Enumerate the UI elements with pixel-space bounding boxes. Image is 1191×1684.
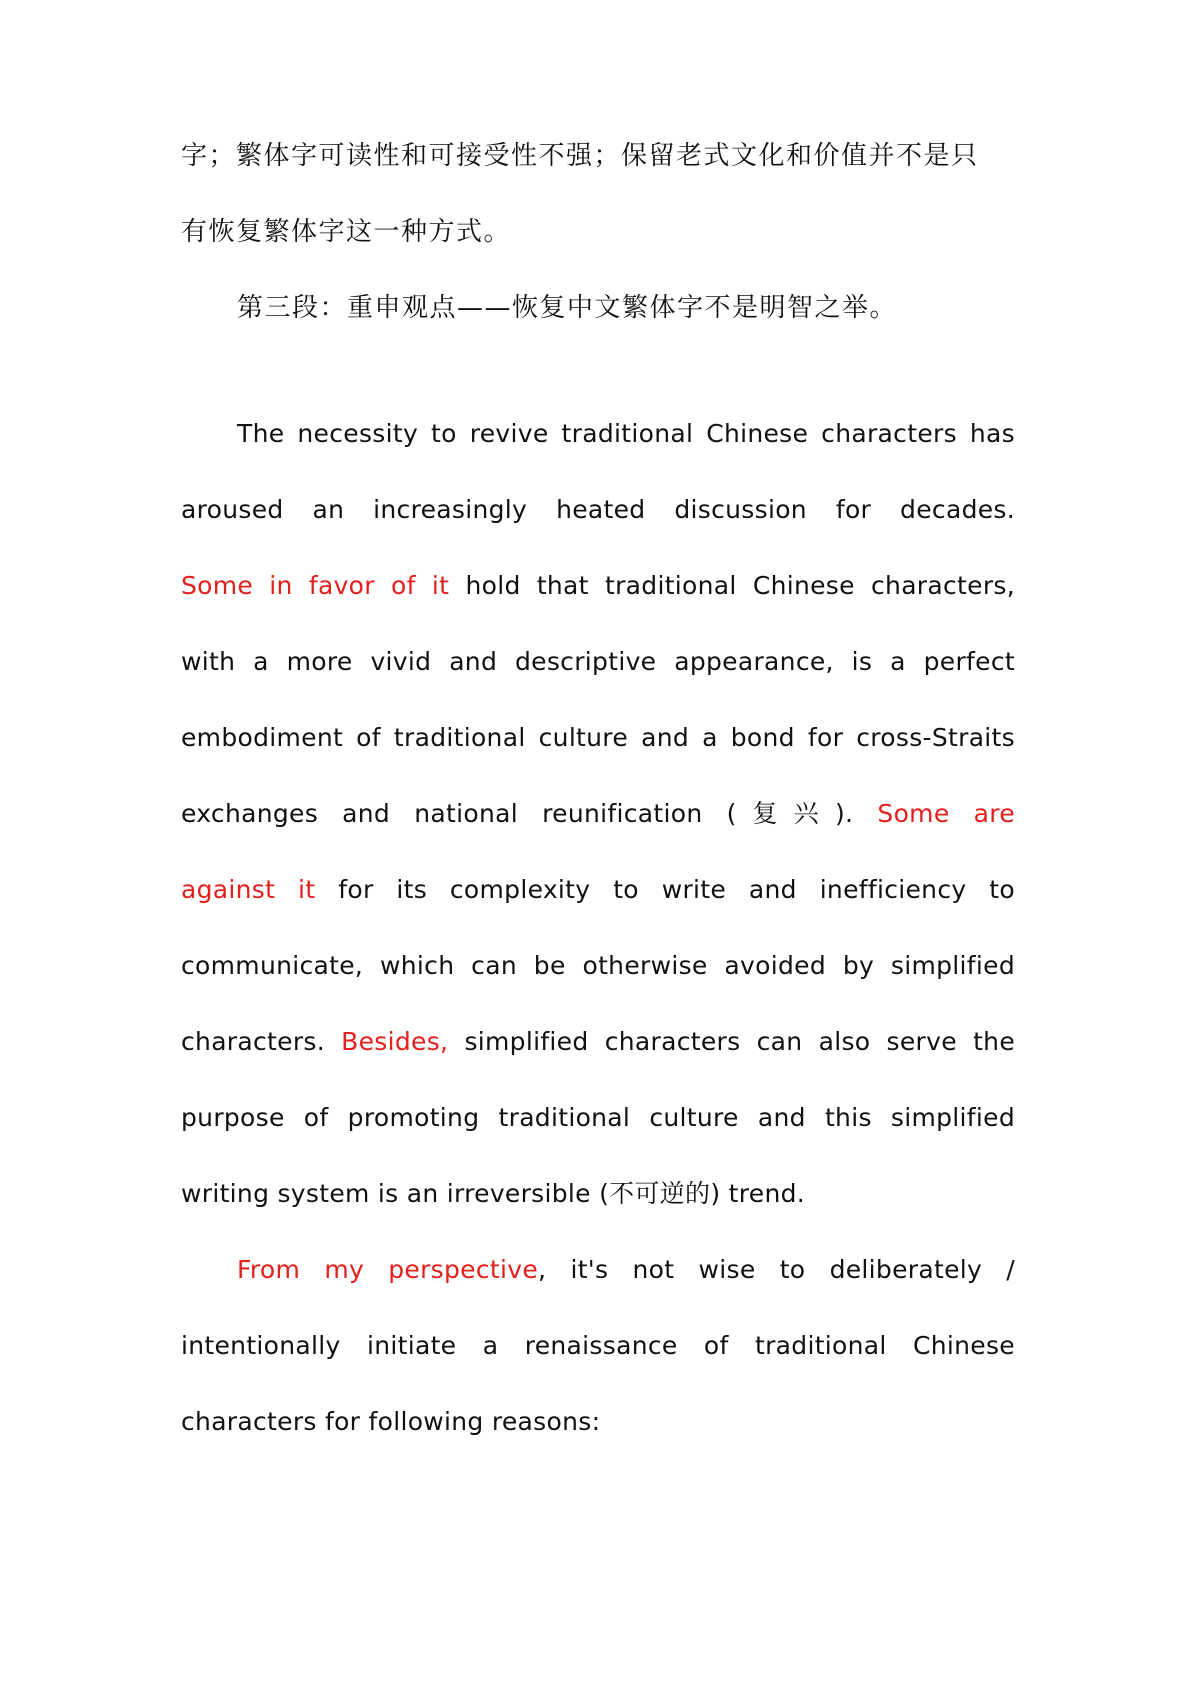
outline-line-1: 字；繁体字可读性和可接受性不强；保留老式文化和价值并不是只 bbox=[181, 141, 979, 171]
essay-text-span: simplified characters can also serve the bbox=[448, 1027, 1015, 1056]
essay-p1-line-7 bbox=[181, 852, 1015, 928]
essay-paragraph-1 bbox=[181, 396, 1015, 1232]
essay-p1-line-3 bbox=[181, 548, 1015, 624]
essay-text-span: characters. bbox=[181, 1027, 342, 1056]
essay-p1-line-5: embodiment of traditional culture and a bond for cross-Straits bbox=[181, 723, 1015, 752]
highlight-from-my-perspective: From my perspective bbox=[237, 1255, 539, 1284]
essay-p1-line-2: aroused an increasingly heated discussion for decades. bbox=[181, 495, 1015, 524]
paragraph-gap bbox=[181, 346, 1015, 396]
essay-p1-line-11: writing system is an irreversible (不可逆的) trend. bbox=[181, 1179, 806, 1208]
essay-p1-line-4: with a more vivid and descriptive appearance, is a perfect bbox=[181, 647, 1015, 676]
outline-line-2: 有恢复繁体字这一种方式。 bbox=[181, 217, 512, 247]
essay-paragraph-2 bbox=[181, 1232, 1015, 1460]
essay-p1-line-10: purpose of promoting traditional culture and this simplified bbox=[181, 1103, 1015, 1132]
essay-p1-line-1: The necessity to revive traditional Chinese characters has bbox=[237, 419, 1015, 448]
essay-text-span: exchanges and national reunification (复兴). bbox=[181, 799, 878, 828]
essay-p2-line-3: characters for following reasons: bbox=[181, 1407, 601, 1436]
essay-p1-line-9 bbox=[181, 1004, 1015, 1080]
document-page bbox=[181, 118, 1015, 1460]
highlight-besides: Besides, bbox=[341, 1027, 449, 1056]
essay-text-span: for its complexity to write and inefficiency to bbox=[315, 875, 1015, 904]
essay-p2-line-1 bbox=[181, 1232, 1015, 1308]
highlight-against-it: against it bbox=[181, 875, 316, 904]
essay-p2-line-2: intentionally initiate a renaissance of traditional Chinese bbox=[181, 1331, 1015, 1360]
outline-paragraph-three: 第三段：重申观点——恢复中文繁体字不是明智之举。 bbox=[237, 293, 898, 323]
essay-p1-line-6 bbox=[181, 776, 1015, 852]
essay-text-span: hold that traditional Chinese characters, bbox=[449, 571, 1015, 600]
highlight-some-are: Some are bbox=[877, 799, 1015, 828]
highlight-some-in-favor: Some in favor of it bbox=[181, 571, 450, 600]
essay-p1-line-8: communicate, which can be otherwise avoided by simplified bbox=[181, 951, 1015, 980]
essay-text-span: , it's not wise to deliberately / bbox=[538, 1255, 1015, 1284]
